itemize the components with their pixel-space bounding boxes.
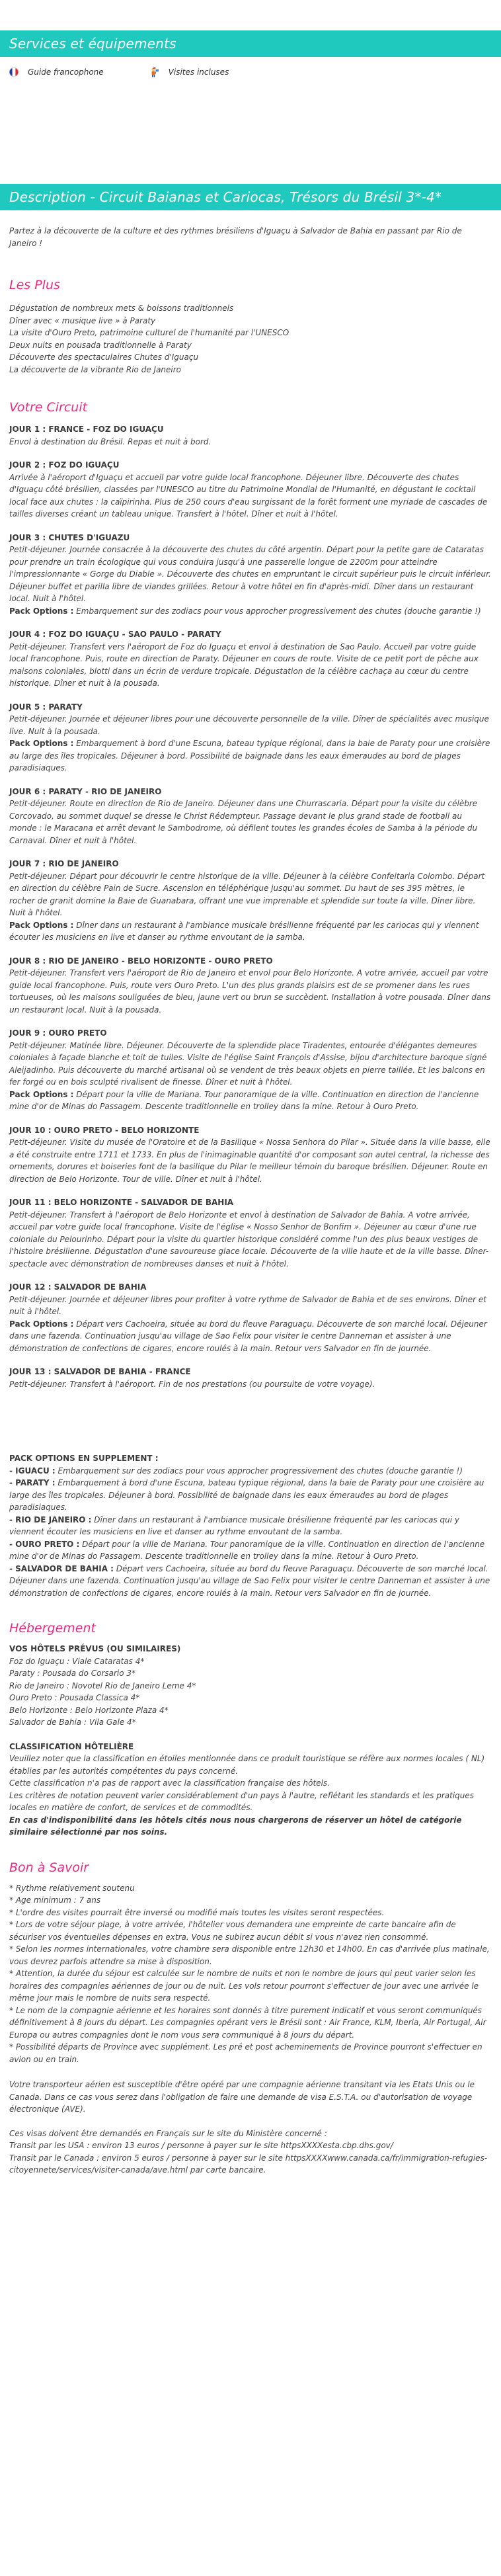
day-text: Petit-déjeuner. Visite du musée de l'Oratoire et de la Basilique « Nossa Senhora do Pilar ». Située dans la ville basse, elle a été construite entre 1711 et 1733. En plus de l'inimaginable quantité d'or composant son autel central, la richesse des ornements, dorures et boiseries font de la basilique du Pilar le meilleur témoin du baroque brésilien. Déjeuner. Route en direction de Belo Horizonte. Tour de ville. Dîner et nuit à l'hôtel. (9, 1138, 490, 1184)
pack-option-text: Départ vers Cachoeira, située au bord du fleuve Paraguaçu. Découverte de son marché local. Déjeuner dans une fazenda. Continuation jusqu'au village de Sao Felix pour visiter le centre Danneman et assister à une démonstration de confections de cigares, encore roulés à la main. Retour vers Salvador en fin de journée. (9, 1563, 490, 1598)
french-flag-icon (9, 67, 19, 77)
itinerary (9, 423, 492, 1390)
pack-option-item (9, 1514, 492, 1538)
day-text: Petit-déjeuner. Journée consacrée à la découverte des chutes du côté argentin. Départ pour la petite gare de Cataratas pour prendre un train écologique qui vous conduira jusqu'à une passerelle longue de 2200m pour atteindre l'impressionnante « Gorge du Diable ». Découverte des chutes en empruntant le circuit supérieur puis le circuit inférieur. Déjeuner buffet et parilla libre de viandes grillées. Retour à votre hôtel en fin d'après-midi. Dîner dans un restaurant local. Nuit à l'hôtel. (9, 545, 491, 603)
service-item-visits (150, 66, 229, 79)
list-item: * Selon les normes internationales, votre chambre sera disponible entre 12h30 et 14h00. En cas d'arrivée plus matinale, vous devrez parfois attendre sa mise à disposition. (9, 1944, 490, 1966)
pack-option-text: Départ pour la ville de Mariana. Tour panoramique de la ville. Continuation en direction de l'ancienne mine d'or de Minas do Passagem. Descente traditionnelle en trolley dans la mine. Retour à Ouro Preto. (9, 1089, 479, 1111)
pack-option-label: Pack Options : (9, 1089, 74, 1099)
pack-option-place: - OURO PRETO : (9, 1539, 80, 1549)
itinerary-day (9, 532, 492, 618)
day-pack-option (9, 1089, 492, 1113)
itinerary-day (9, 955, 492, 1017)
pack-options (9, 1452, 492, 1599)
day-title: JOUR 12 : SALVADOR DE BAHIA (9, 1282, 147, 1292)
list-item: * Le nom de la compagnie aérienne et les horaires sont donnés à titre purement indicatif et vous seront communiqués définitivement à 8 jours du départ. Les compagnies opérant vers le Brésil sont : Air France, KLM, Iberia, Air Portugal, Air Europa ou autres compagnies dont le nom vous sera communiqué à 8 jours du départ. (9, 2005, 486, 2040)
pack-option-place: - SALVADOR DE BAHIA : (9, 1563, 114, 1573)
list-item: * Attention, la durée du séjour est calculée sur le nombre de nuits et non le nombre de jours qui peut varier selon les horaires des compagnies aériennes de jour ou de nuit. Les vols retour pourront s'effectuer de jour avec une arrivée le même jour mais le nombre de nuits sera respecté. (9, 1969, 479, 2003)
pack-option-label: Pack Options : (9, 1319, 74, 1329)
day-text: Petit-déjeuner. Transfert à l'aéroport. Fin de nos prestations (ou poursuite de votre voyage). (9, 1379, 375, 1389)
itinerary-day (9, 1281, 492, 1354)
day-title: JOUR 13 : SALVADOR DE BAHIA - FRANCE (9, 1367, 191, 1376)
pack-option-item (9, 1477, 492, 1514)
pack-option-item (9, 1465, 492, 1477)
pack-option-label: Pack Options : (9, 739, 74, 748)
service-label-visits: Visites incluses (168, 67, 229, 77)
day-title: JOUR 4 : FOZ DO IGUAÇU - SAO PAULO - PARATY (9, 630, 221, 639)
services-title: Services et équipements (9, 36, 176, 52)
pack-options-list (9, 1465, 492, 1600)
day-text: Petit-déjeuner. Transfert vers l'aéroport de Foz do Iguaçu et envol à destination de Sao Paulo. Accueil par votre guide local francophone. Puis, route en direction de Paraty. Déjeuner en cours de route. Visite de ce petit port de pêche aux maisons coloniales, blotti dans un écrin de verdure tropicale. Dégustation de la célèbre cachaça au cœur du centre historique. Dîner et nuit à la pousada. (9, 642, 479, 688)
description-intro: Partez à la découverte de la culture et des rythmes brésiliens d'Iguaçu à Salvador de Bahia en passant par Rio de Janeiro ! (9, 226, 462, 248)
list-item: La découverte de la vibrante Rio de Janeiro (9, 364, 182, 374)
list-item: Salvador de Bahia : Vila Gale 4* (9, 1718, 136, 1727)
itinerary-day (9, 423, 492, 448)
list-item: Foz do Iguaçu : Viale Cataratas 4* (9, 1656, 145, 1666)
visa-note: Ces visas doivent être demandés en Français sur le site du Ministère concerné : Transit par les USA : environ 13 euros / personne à payer sur le site httpsXXXXesta.cbp.dhs.gov/ Transit par le Canada : environ 5 euros / personne à payer sur le site httpsXXXXwww.canada.ca/fr/immigration-refugies-citoyennete/services/visiter-canada/ave.html par carte bancaire. (9, 2128, 488, 2175)
list-item: Deux nuits en pousada traditionnelle à Paraty (9, 340, 192, 350)
day-title: JOUR 2 : FOZ DO IGUAÇU (9, 460, 120, 470)
pack-option-text: Départ pour la ville de Mariana. Tour panoramique de la ville. Continuation en direction de l'ancienne mine d'or de Minas do Passagem. Descente traditionnelle en trolley dans la mine. Retour à Ouro Preto. (9, 1539, 485, 1561)
day-text: Petit-déjeuner. Journée et déjeuner libres pour une découverte personnelle de la ville. Dîner de spécialités avec musique live. Nuit à la pousada. (9, 714, 489, 736)
list-item: * Lors de votre séjour plage, à votre arrivée, l'hôtelier vous demandera une empreinte de carte bancaire afin de sécuriser vos éventuelles dépenses en extra. Vous ne subirez aucun débit si vous n'avez rien consommé. (9, 1920, 456, 1942)
pack-option-item (9, 1538, 492, 1563)
bon-a-savoir-list (9, 1882, 492, 2066)
classification-title: CLASSIFICATION HÔTELIÈRE (9, 1741, 134, 1751)
itinerary-day (9, 1366, 492, 1390)
hebergement-heading: Hébergement (9, 1621, 96, 1636)
day-text: Arrivée à l'aéroport d'Iguaçu et accueil par votre guide local francophone. Déjeuner libre. Découverte des chutes d'Iguaçu côté brésilien, classées par l'UNESCO au titre du Patrimoine Mondial de l'Humanité, en dégustant le cocktail local face aux chutes : la caïpirinha. Plus de 250 cours d'eau surgissant de la forêt forment une myriade de cascades de tailles diverses créant un tableau unique. Transfert à l'hôtel. Dîner et nuit à l'hôtel. (9, 472, 488, 519)
pack-option-label: Pack Options : (9, 920, 74, 930)
day-title: JOUR 5 : PARATY (9, 702, 83, 712)
day-text: Petit-déjeuner. Départ pour découvrir le centre historique de la ville. Déjeuner à la célèbre Confeitaria Colombo. Départ en direction du célèbre Pain de Sucre. Ascension en téléphérique jusqu'au sommet. Du haut de ses 395 mètres, le rocher de granit domine la Baie de Guanabara, offrant une vue imprenable et splendide sur toute la ville. Dîner libre. Nuit à l'hôtel. (9, 871, 485, 917)
hotels-title: VOS HÔTELS PRÉVUS (OU SIMILAIRES) (9, 1644, 181, 1653)
pack-option-place: - PARATY : (9, 1478, 56, 1487)
day-text: Petit-déjeuner. Transfert à l'aéroport de Belo Horizonte et envol à destination de Salvador de Bahia. A votre arrivée, accueil par votre guide local francophone. Visite de l'église « Nosso Senhor de Bonfim ». Déjeuner au cœur d'une rue coloniale du Pelourinho. Départ pour la visite du quartier historique considéré comme l'un des plus beaux vestiges de l'histoire brésilienne. Dégustation d'une savoureuse glace locale. Découverte de la ville haute et de la ville basse. Dîner-spectacle avec démonstration de nombreuses danses et nuit à l'hôtel. (9, 1210, 489, 1268)
list-item: * Age minimum : 7 ans (9, 1895, 101, 1905)
day-pack-option (9, 737, 492, 774)
pack-option-place: - IGUACU : (9, 1466, 56, 1475)
pack-option-text: Dîner dans un restaurant à l'ambiance musicale brésilienne fréquenté par les cariocas qui y viennent écouter les musiciens en live et danser au rythme envoutant de la samba. (9, 1515, 460, 1536)
classification-note: En cas d'indisponibilité dans les hôtels cités nous nous chargerons de réserver un hôtel de catégorie similaire sélectionné par nos soins. (9, 1815, 462, 1837)
service-item-guide (9, 66, 104, 79)
list-item: Paraty : Pousada do Corsario 3* (9, 1669, 136, 1678)
list-item: Rio de Janeiro : Novotel Rio de Janeiro Leme 4* (9, 1681, 196, 1690)
day-text: Petit-déjeuner. Matinée libre. Déjeuner. Découverte de la splendide place Tiradentes, entourée d'élégantes demeures coloniales à façade blanche et toit de tuiles. Visite de l'église Saint François d'Assise, bijou d'architecture baroque signé Aleijadinho. Puis découverte du marché artisanal où se vendent de très beaux objets en pierre taillée. Et les balcons en fer forgé ou en bois sculpté rivalisent de finesse. Dîner et nuit à l'hôtel. (9, 1040, 487, 1087)
day-title: JOUR 6 : PARATY - RIO DE JANEIRO (9, 786, 162, 796)
pack-option-text: Embarquement sur des zodiacs pour vous approcher progressivement des chutes (douche garantie !) (76, 606, 481, 616)
itinerary-day (9, 858, 492, 944)
services-banner (0, 30, 501, 57)
tourist-guide-icon (150, 67, 159, 77)
itinerary-day (9, 1196, 492, 1270)
pack-option-item (9, 1563, 492, 1600)
pack-option-text: Embarquement à bord d'une Escuna, bateau typique régional, dans la baie de Paraty pour une croisière au large des îles tropicales. Déjeuner à bord. Possibilité de baignade dans les eaux émeraudes au bord de plages paradisiaques. (9, 739, 490, 772)
transport-note: Votre transporteur aérien est susceptible d'être opéré par une compagnie aérienne transitant via les Etats Unis ou le Canada. Dans ce cas vous serez dans l'obligation de faire une demande de visa E.S.T.A. ou d'autorisation de voyage électronique (AVE). (9, 2080, 475, 2114)
services-row (0, 57, 501, 87)
pack-option-text: Embarquement à bord d'une Escuna, bateau typique régional, dans la baie de Paraty pour une croisière au large des îles tropicales. Déjeuner à bord. Possibilité de baignade dans les eaux émeraudes au bord de plages paradisiaques. (9, 1478, 484, 1512)
day-title: JOUR 10 : OURO PRETO - BELO HORIZONTE (9, 1125, 200, 1135)
itinerary-day (9, 628, 492, 690)
day-title: JOUR 1 : FRANCE - FOZ DO IGUAÇU (9, 425, 164, 434)
description-title: Description - Circuit Baianas et Cariocas, Trésors du Brésil 3*-4* (9, 189, 442, 205)
itinerary-day (9, 1027, 492, 1113)
itinerary-day (9, 1124, 492, 1186)
pack-options-title: PACK OPTIONS EN SUPPLEMENT : (9, 1454, 159, 1463)
bon-a-savoir-heading: Bon à Savoir (9, 1860, 89, 1875)
list-item: La visite d'Ouro Preto, patrimoine culturel de l'humanité par l'UNESCO (9, 328, 289, 337)
day-text: Petit-déjeuner. Journée et déjeuner libres pour profiter à votre rythme de Salvador de Bahia et de ses environs. Dîner et nuit à l'hôtel. (9, 1294, 486, 1316)
les-plus-list (9, 302, 492, 376)
pack-option-place: - RIO DE JANEIRO : (9, 1515, 92, 1524)
list-item: Ouro Preto : Pousada Classica 4* (9, 1693, 140, 1702)
circuit-heading: Votre Circuit (9, 400, 88, 415)
day-title: JOUR 7 : RIO DE JANEIRO (9, 859, 119, 868)
description-banner (0, 184, 501, 210)
day-pack-option (9, 605, 492, 618)
itinerary-day (9, 786, 492, 847)
list-item: * Rythme relativement soutenu (9, 1883, 135, 1893)
day-text: Petit-déjeuner. Route en direction de Rio de Janeiro. Déjeuner dans une Churrascaria. Départ pour la visite du célèbre Corcovado, au sommet duquel se dresse le Christ Rédempteur. Passage devant le plus grand stade de football au monde : le Maracana et arrêt devant le Sambodrome, où défilent toutes les grandes écoles de Samba à la période du Carnaval. Dîner et nuit à l'hôtel. (9, 799, 478, 845)
day-pack-option (9, 919, 492, 944)
pack-option-text: Dîner dans un restaurant à l'ambiance musicale brésilienne fréquenté par les cariocas qui y viennent écouter les musiciens en live et danser au rythme envoutant de la samba. (9, 920, 479, 942)
day-title: JOUR 8 : RIO DE JANEIRO - BELO HORIZONTE - OURO PRETO (9, 956, 273, 966)
pack-option-text: Embarquement sur des zodiacs pour vous approcher progressivement des chutes (douche garantie !) (58, 1466, 463, 1475)
day-pack-option (9, 1318, 492, 1355)
classification-text: Veuillez noter que la classification en étoiles mentionnée dans ce produit touristique se réfère aux normes locales ( NL) établies par les autorités compétentes du pays concerné. Cette classification n'a pas de rapport avec la classification française des hôtels. Les critères de notation peuvent varier considérablement d'un pays à l'autre, reflétant les standards et les pratiques locales en matière de confort, de services et de commodités. (9, 1754, 485, 1812)
list-item: * Possibilité départs de Province avec supplément. Les pré et post acheminements de Province pourront s'effectuer en avion ou en train. (9, 2042, 482, 2064)
pack-option-label: Pack Options : (9, 606, 74, 616)
list-item: * L'ordre des visites pourrait être inversé ou modifié mais toutes les visites seront respectées. (9, 1907, 385, 1917)
description-content (0, 225, 501, 2177)
hotels-list (9, 1655, 492, 1729)
list-item: Découverte des spectaculaires Chutes d'Iguaçu (9, 353, 199, 362)
list-item: Dégustation de nombreux mets & boissons traditionnels (9, 304, 234, 313)
itinerary-day (9, 459, 492, 520)
day-title: JOUR 9 : OURO PRETO (9, 1028, 107, 1038)
day-title: JOUR 3 : CHUTES D'IGUAZU (9, 532, 130, 542)
list-item: Belo Horizonte : Belo Horizonte Plaza 4* (9, 1705, 169, 1715)
pack-option-text: Départ vers Cachoeira, située au bord du fleuve Paraguaçu. Découverte de son marché local. Déjeuner dans une fazenda. Continuation jusqu'au village de Sao Felix pour visiter le centre Danneman et assister à une démonstration de confections de cigares, encore roulés à la main. Retour vers Salvador en fin de journée. (9, 1319, 487, 1353)
list-item: Dîner avec « musique live » à Paraty (9, 315, 156, 325)
day-text: Envol à destination du Brésil. Repas et nuit à bord. (9, 436, 212, 446)
day-text: Petit-déjeuner. Transfert vers l'aéroport de Rio de Janeiro et envol pour Belo Horizonte. A votre arrivée, accueil par votre guide local francophone. Puis, route vers Ouro Preto. L'un des plus grands plaisirs est de se promener dans les rues tortueuses, où les maisons souliguées de bleu, jaune vert ou brun se succèdent. Installation à votre pousada. Dîner dans un restaurant local. Nuit à la pousada. (9, 968, 491, 1015)
itinerary-day (9, 701, 492, 774)
service-label-guide: Guide francophone (28, 67, 104, 77)
day-title: JOUR 11 : BELO HORIZONTE - SALVADOR DE BAHIA (9, 1198, 234, 1207)
les-plus-heading: Les Plus (9, 278, 60, 292)
